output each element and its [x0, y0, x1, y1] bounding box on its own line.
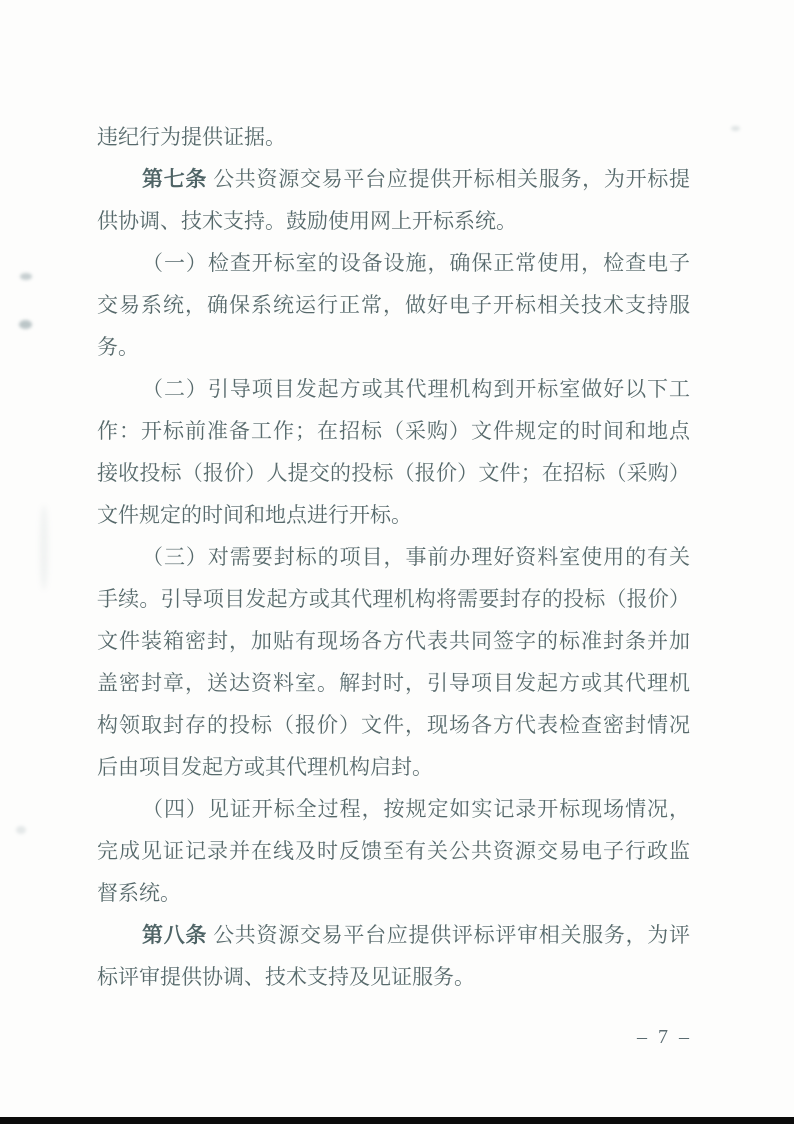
item-4-line: （四）见证开标全过程，按规定如实记录开标现场情况， [142, 797, 690, 821]
scan-smudge [20, 273, 32, 280]
document-line: 文件装箱密封，加贴有现场各方代表共同签字的标准封条并加 [97, 629, 690, 653]
scan-smudge [16, 826, 26, 834]
document-line: 作：开标前准备工作；在招标（采购）文件规定的时间和地点 [97, 419, 690, 443]
page-number: – 7 – [637, 1026, 692, 1048]
document-line: 构领取封存的投标（报价）文件，现场各方代表检查密封情况 [97, 713, 690, 737]
document-line: 完成见证记录并在线及时反馈至有关公共资源交易电子行政监 [97, 839, 690, 863]
scan-smudge [731, 126, 740, 131]
article-7-number: 第七条 [142, 168, 208, 191]
article-7-heading-line [97, 158, 690, 200]
item-1-line: （一）检查开标室的设备设施，确保正常使用，检查电子 [142, 251, 690, 275]
article-7-text: 公共资源交易平台应提供开标相关服务，为开标提 [207, 167, 690, 191]
document-line: 务。 [97, 335, 139, 359]
document-line: 违纪行为提供证据。 [97, 125, 286, 149]
document-line: 供协调、技术支持。鼓励使用网上开标系统。 [97, 209, 517, 233]
article-8-heading-line [97, 914, 690, 956]
scan-smudge [19, 320, 32, 329]
item-3-line: （三）对需要封标的项目，事前办理好资料室使用的有关 [142, 545, 690, 569]
document-line: 交易系统，确保系统运行正常，做好电子开标相关技术支持服 [97, 293, 690, 317]
article-8-number: 第八条 [142, 924, 208, 947]
document-line: 标评审提供协调、技术支持及见证服务。 [97, 965, 475, 989]
document-line: 后由项目发起方或其代理机构启封。 [97, 755, 433, 779]
item-2-line: （二）引导项目发起方或其代理机构到开标室做好以下工 [142, 377, 690, 401]
scan-smudge [40, 505, 48, 590]
document-line: 文件规定的时间和地点进行开标。 [97, 503, 412, 527]
document-line: 督系统。 [97, 881, 181, 905]
document-line: 接收投标（报价）人提交的投标（报价）文件；在招标（采购） [97, 461, 690, 485]
document-body [97, 116, 690, 998]
article-8-text: 公共资源交易平台应提供评标评审相关服务，为评 [207, 923, 690, 947]
document-line: 手续。引导项目发起方或其代理机构将需要封存的投标（报价） [97, 587, 690, 611]
document-line: 盖密封章，送达资料室。解封时，引导项目发起方或其代理机 [97, 671, 690, 695]
scanner-edge-line [0, 1117, 794, 1124]
